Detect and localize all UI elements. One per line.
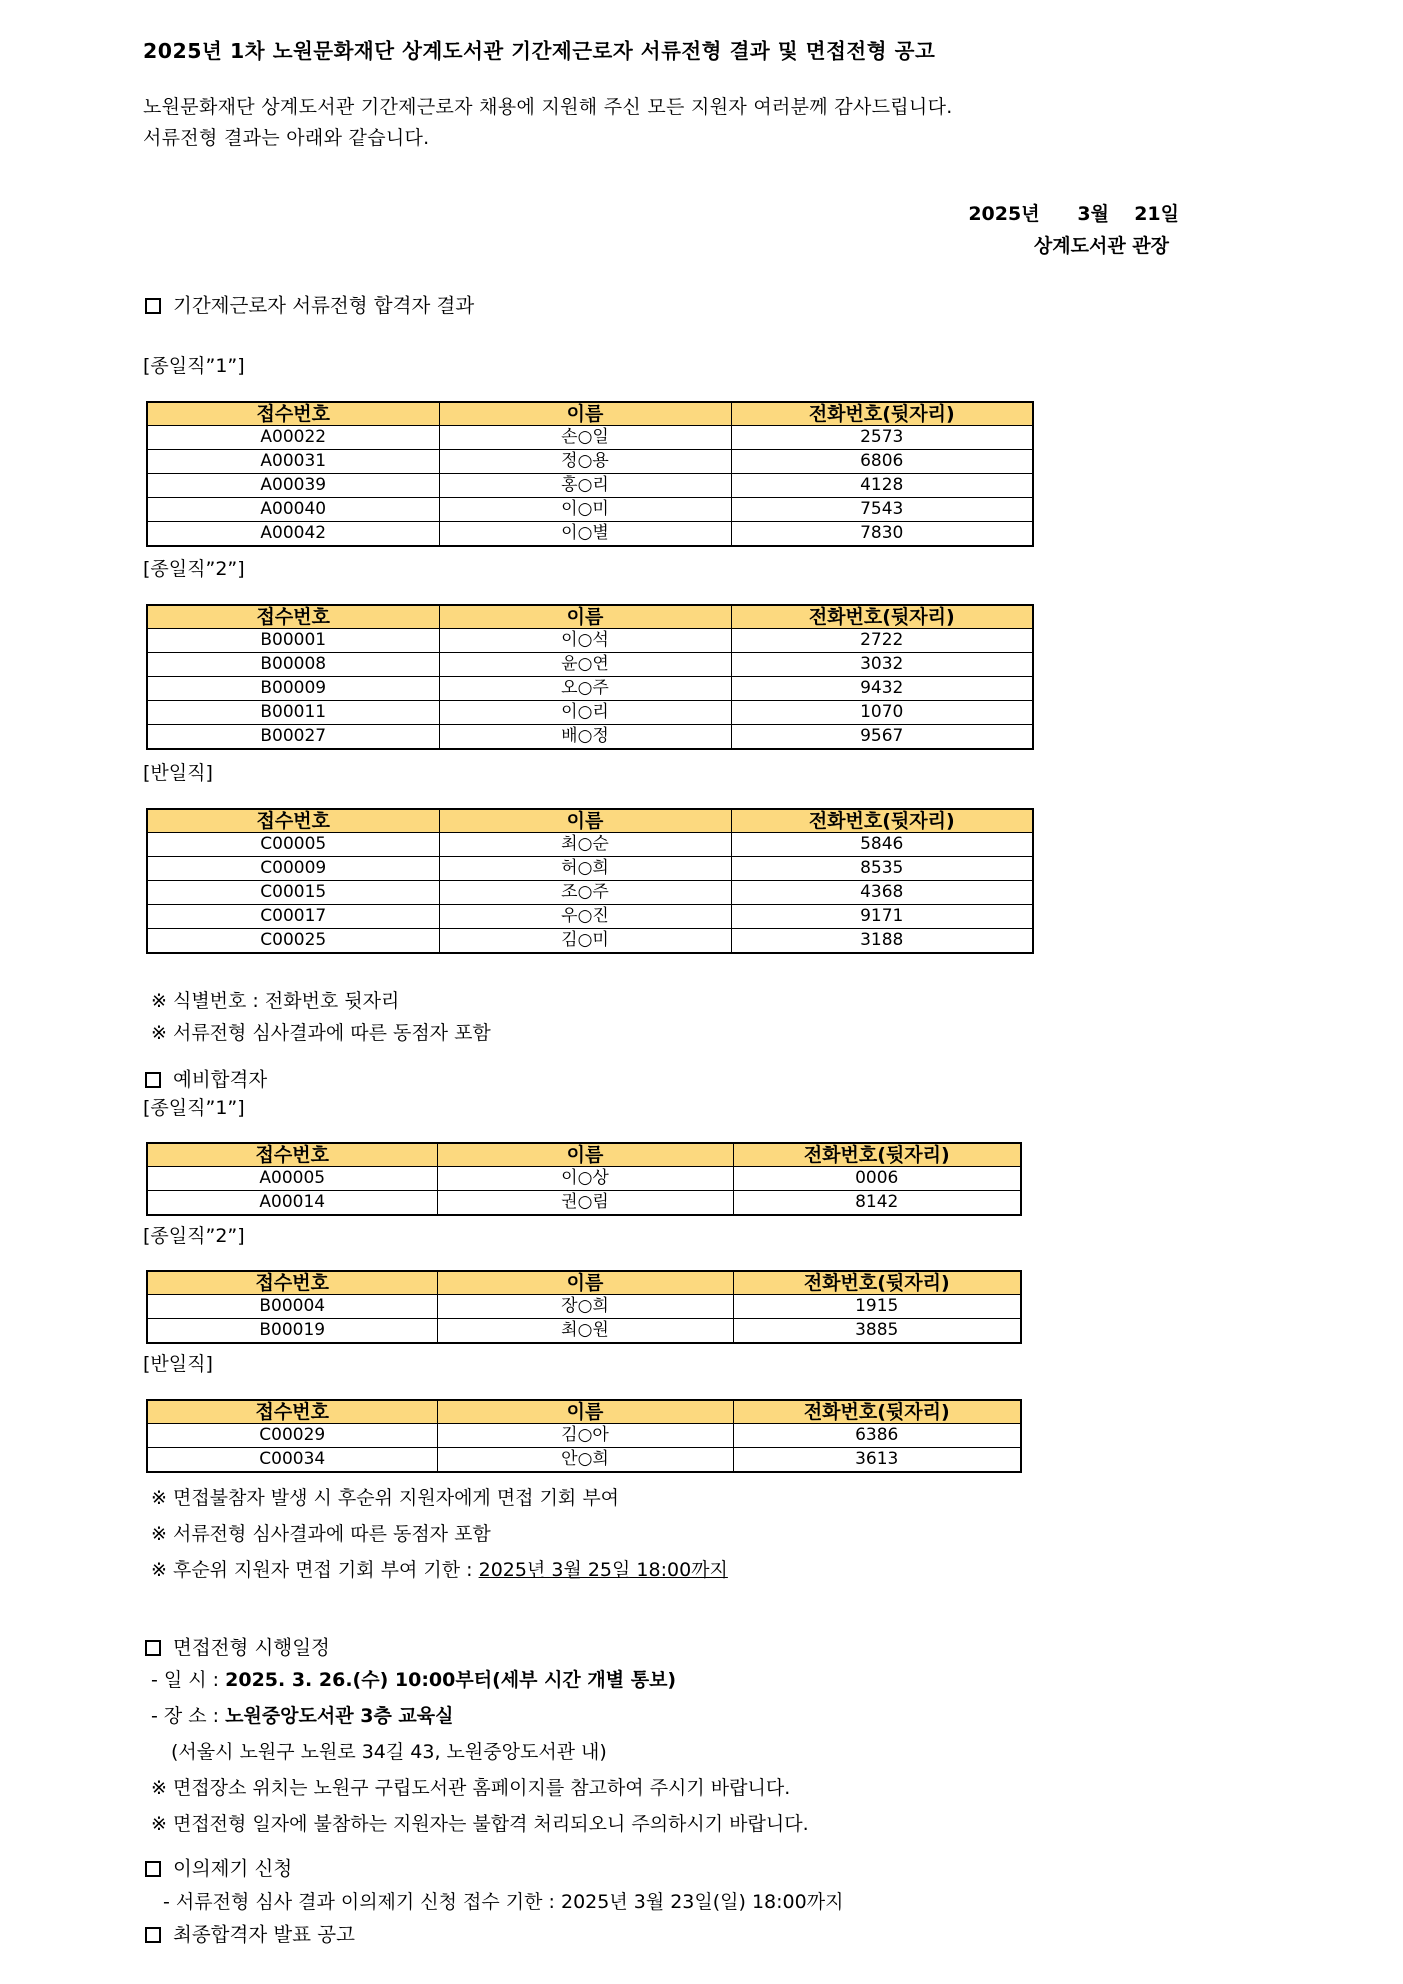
phone-digits-cell: 9432 — [731, 677, 1033, 701]
name-cell: 이○별 — [439, 522, 731, 547]
application-number-cell: A00031 — [147, 450, 439, 474]
table-row — [147, 857, 1033, 881]
name-cell: 김○미 — [439, 929, 731, 954]
name-cell: 정○용 — [439, 450, 731, 474]
name-cell: 조○주 — [439, 881, 731, 905]
phone-digits-cell: 9567 — [731, 725, 1033, 750]
pass-table-fulltime-2 — [146, 604, 1034, 750]
table-row — [147, 629, 1033, 653]
phone-digits-cell: 8142 — [733, 1191, 1021, 1216]
phone-digits-cell: 0006 — [733, 1167, 1021, 1191]
section-heading-text: 이의제기 신청 — [173, 1857, 293, 1880]
checkbox-square-icon — [145, 298, 161, 314]
column-header: 이름 — [439, 402, 731, 426]
table-header-row — [147, 1400, 1021, 1424]
column-header: 접수번호 — [147, 402, 439, 426]
checkbox-square-icon — [145, 1072, 161, 1088]
application-number-cell: A00039 — [147, 474, 439, 498]
deadline-label: ※ 후순위 지원자 면접 기회 부여 기한 : — [151, 1559, 479, 1581]
phone-digits-cell: 3885 — [733, 1319, 1021, 1344]
table-row — [147, 498, 1033, 522]
column-header: 이름 — [439, 605, 731, 629]
section-heading-objection — [143, 1854, 292, 1884]
name-cell: 이○석 — [439, 629, 731, 653]
application-number-cell: C00015 — [147, 881, 439, 905]
phone-digits-cell: 6806 — [731, 450, 1033, 474]
application-number-cell: C00009 — [147, 857, 439, 881]
table-row — [147, 522, 1033, 547]
deadline-note — [143, 1552, 728, 1588]
table-row — [147, 1295, 1021, 1319]
interview-date-value: 2025. 3. 26.(수) 10:00부터(세부 시간 개별 통보) — [225, 1669, 677, 1691]
column-header: 이름 — [437, 1271, 733, 1295]
phone-digits-cell: 1915 — [733, 1295, 1021, 1319]
phone-digits-cell: 3613 — [733, 1448, 1021, 1473]
application-number-cell: B00027 — [147, 725, 439, 750]
table-header-row — [147, 1271, 1021, 1295]
name-cell: 최○순 — [439, 833, 731, 857]
note-line: ※ 식별번호 : 전화번호 뒷자리 — [151, 990, 400, 1012]
table-row — [147, 426, 1033, 450]
name-cell: 장○희 — [437, 1295, 733, 1319]
application-number-cell: C00025 — [147, 929, 439, 954]
group-label: [종일직”1”] — [143, 1097, 245, 1119]
application-number-cell: C00029 — [147, 1424, 437, 1448]
table-row — [147, 929, 1033, 954]
column-header: 전화번호(뒷자리) — [731, 605, 1033, 629]
table-row — [147, 1448, 1021, 1473]
name-cell: 홍○리 — [439, 474, 731, 498]
name-cell: 이○미 — [439, 498, 731, 522]
table-row — [147, 1424, 1021, 1448]
checkbox-square-icon — [145, 1861, 161, 1877]
column-header: 접수번호 — [147, 605, 439, 629]
section-heading-text: 예비합격자 — [173, 1068, 268, 1091]
application-number-cell: C00034 — [147, 1448, 437, 1473]
column-header: 전화번호(뒷자리) — [733, 1271, 1021, 1295]
name-cell: 최○원 — [437, 1319, 733, 1344]
phone-digits-cell: 7543 — [731, 498, 1033, 522]
table-row — [147, 905, 1033, 929]
phone-digits-cell: 1070 — [731, 701, 1033, 725]
section-heading-text: 최종합격자 발표 공고 — [173, 1923, 355, 1946]
section-heading-text: 기간제근로자 서류전형 합격자 결과 — [173, 294, 475, 317]
group-label: [종일직”1”] — [143, 355, 245, 377]
phone-digits-cell: 3032 — [731, 653, 1033, 677]
interview-place-value: 노원중앙도서관 3층 교육실 — [225, 1705, 454, 1727]
interview-place-line — [143, 1698, 1243, 1734]
intro-line: 서류전형 결과는 아래와 같습니다. — [143, 127, 430, 149]
column-header: 이름 — [437, 1143, 733, 1167]
note-line: ※ 면접불참자 발생 시 후순위 지원자에게 면접 기회 부여 — [151, 1487, 620, 1509]
name-cell: 배○정 — [439, 725, 731, 750]
column-header: 이름 — [437, 1400, 733, 1424]
phone-digits-cell: 7830 — [731, 522, 1033, 547]
column-header: 전화번호(뒷자리) — [731, 809, 1033, 833]
table-row — [147, 701, 1033, 725]
checkbox-square-icon — [145, 1640, 161, 1656]
application-number-cell: B00019 — [147, 1319, 437, 1344]
section1-notes — [143, 985, 491, 1049]
intro-text — [143, 92, 1243, 154]
application-number-cell: B00004 — [147, 1295, 437, 1319]
application-number-cell: B00011 — [147, 701, 439, 725]
signature-block — [968, 198, 1179, 262]
note-line: ※ 면접전형 일자에 불참하는 지원자는 불합격 처리되오니 주의하시기 바랍니다. — [151, 1813, 809, 1835]
table-header-row — [147, 1143, 1021, 1167]
phone-digits-cell: 2722 — [731, 629, 1033, 653]
column-header: 접수번호 — [147, 1143, 437, 1167]
phone-digits-cell: 4128 — [731, 474, 1033, 498]
column-header: 이름 — [439, 809, 731, 833]
reserve-table-parttime — [146, 1399, 1022, 1473]
pass-table-parttime — [146, 808, 1034, 954]
table-header-row — [147, 809, 1033, 833]
phone-digits-cell: 6386 — [733, 1424, 1021, 1448]
application-number-cell: C00017 — [147, 905, 439, 929]
section-heading-pass-results — [143, 291, 474, 321]
group-label: [종일직”2”] — [143, 558, 245, 580]
table-row — [147, 653, 1033, 677]
notice-document — [143, 34, 1243, 1946]
section-heading-interview-schedule — [143, 1633, 330, 1663]
note-line: ※ 서류전형 심사결과에 따른 동점자 포함 — [151, 1523, 491, 1545]
application-number-cell: B00009 — [147, 677, 439, 701]
name-cell: 오○주 — [439, 677, 731, 701]
note-line: ※ 면접장소 위치는 노원구 구립도서관 홈페이지를 참고하여 주시기 바랍니다. — [151, 1777, 791, 1799]
table-row — [147, 725, 1033, 750]
section-heading-text: 면접전형 시행일정 — [173, 1636, 330, 1659]
objection-deadline: - 서류전형 심사 결과 이의제기 신청 접수 기한 : 2025년 3월 23일(일) 18:00까지 — [163, 1891, 844, 1913]
interview-details — [143, 1662, 1243, 1842]
pass-table-fulltime-1 — [146, 401, 1034, 547]
column-header: 접수번호 — [147, 1271, 437, 1295]
application-number-cell: A00042 — [147, 522, 439, 547]
name-cell: 윤○연 — [439, 653, 731, 677]
reserve-table-fulltime-1 — [146, 1142, 1022, 1216]
phone-digits-cell: 2573 — [731, 426, 1033, 450]
application-number-cell: B00008 — [147, 653, 439, 677]
application-number-cell: C00005 — [147, 833, 439, 857]
section-heading-final-announcement — [143, 1920, 355, 1950]
name-cell: 우○진 — [439, 905, 731, 929]
document-title: 2025년 1차 노원문화재단 상계도서관 기간제근로자 서류전형 결과 및 면접전형 공고 — [143, 39, 936, 63]
table-row — [147, 474, 1033, 498]
table-row — [147, 881, 1033, 905]
intro-line: 노원문화재단 상계도서관 기간제근로자 채용에 지원해 주신 모든 지원자 여러분께 감사드립니다. — [143, 96, 953, 118]
column-header: 전화번호(뒷자리) — [731, 402, 1033, 426]
interview-date-label: - 일 시 : — [151, 1669, 226, 1691]
notice-date: 2025년 3월 21일 — [968, 203, 1179, 225]
table-row — [147, 1319, 1021, 1344]
checkbox-square-icon — [145, 1927, 161, 1943]
reserve-table-fulltime-2 — [146, 1270, 1022, 1344]
name-cell: 이○리 — [439, 701, 731, 725]
group-label: [종일직”2”] — [143, 1225, 245, 1247]
note-line: ※ 서류전형 심사결과에 따른 동점자 포함 — [151, 1022, 491, 1044]
application-number-cell: A00014 — [147, 1191, 437, 1216]
table-row — [147, 833, 1033, 857]
name-cell: 이○상 — [437, 1167, 733, 1191]
table-header-row — [147, 605, 1033, 629]
phone-digits-cell: 8535 — [731, 857, 1033, 881]
phone-digits-cell: 3188 — [731, 929, 1033, 954]
name-cell: 김○아 — [437, 1424, 733, 1448]
name-cell: 허○희 — [439, 857, 731, 881]
column-header: 접수번호 — [147, 809, 439, 833]
application-number-cell: A00005 — [147, 1167, 437, 1191]
signer: 상계도서관 관장 — [1033, 235, 1169, 257]
deadline-value: 2025년 3월 25일 18:00까지 — [478, 1559, 728, 1581]
interview-place-label: - 장 소 : — [151, 1705, 226, 1727]
table-header-row — [147, 402, 1033, 426]
interview-date-line — [143, 1662, 1243, 1698]
column-header: 전화번호(뒷자리) — [733, 1143, 1021, 1167]
name-cell: 안○희 — [437, 1448, 733, 1473]
name-cell: 권○림 — [437, 1191, 733, 1216]
table-row — [147, 450, 1033, 474]
application-number-cell: A00022 — [147, 426, 439, 450]
group-label: [반일직] — [143, 1353, 213, 1375]
table-row — [147, 1167, 1021, 1191]
group-label: [반일직] — [143, 762, 213, 784]
phone-digits-cell: 9171 — [731, 905, 1033, 929]
column-header: 접수번호 — [147, 1400, 437, 1424]
section2-notes — [143, 1480, 728, 1588]
application-number-cell: A00040 — [147, 498, 439, 522]
phone-digits-cell: 4368 — [731, 881, 1033, 905]
column-header: 전화번호(뒷자리) — [733, 1400, 1021, 1424]
phone-digits-cell: 5846 — [731, 833, 1033, 857]
table-row — [147, 677, 1033, 701]
application-number-cell: B00001 — [147, 629, 439, 653]
section-heading-reserve — [143, 1065, 267, 1095]
table-row — [147, 1191, 1021, 1216]
name-cell: 손○일 — [439, 426, 731, 450]
interview-address: (서울시 노원구 노원로 34길 43, 노원중앙도서관 내) — [171, 1741, 607, 1763]
